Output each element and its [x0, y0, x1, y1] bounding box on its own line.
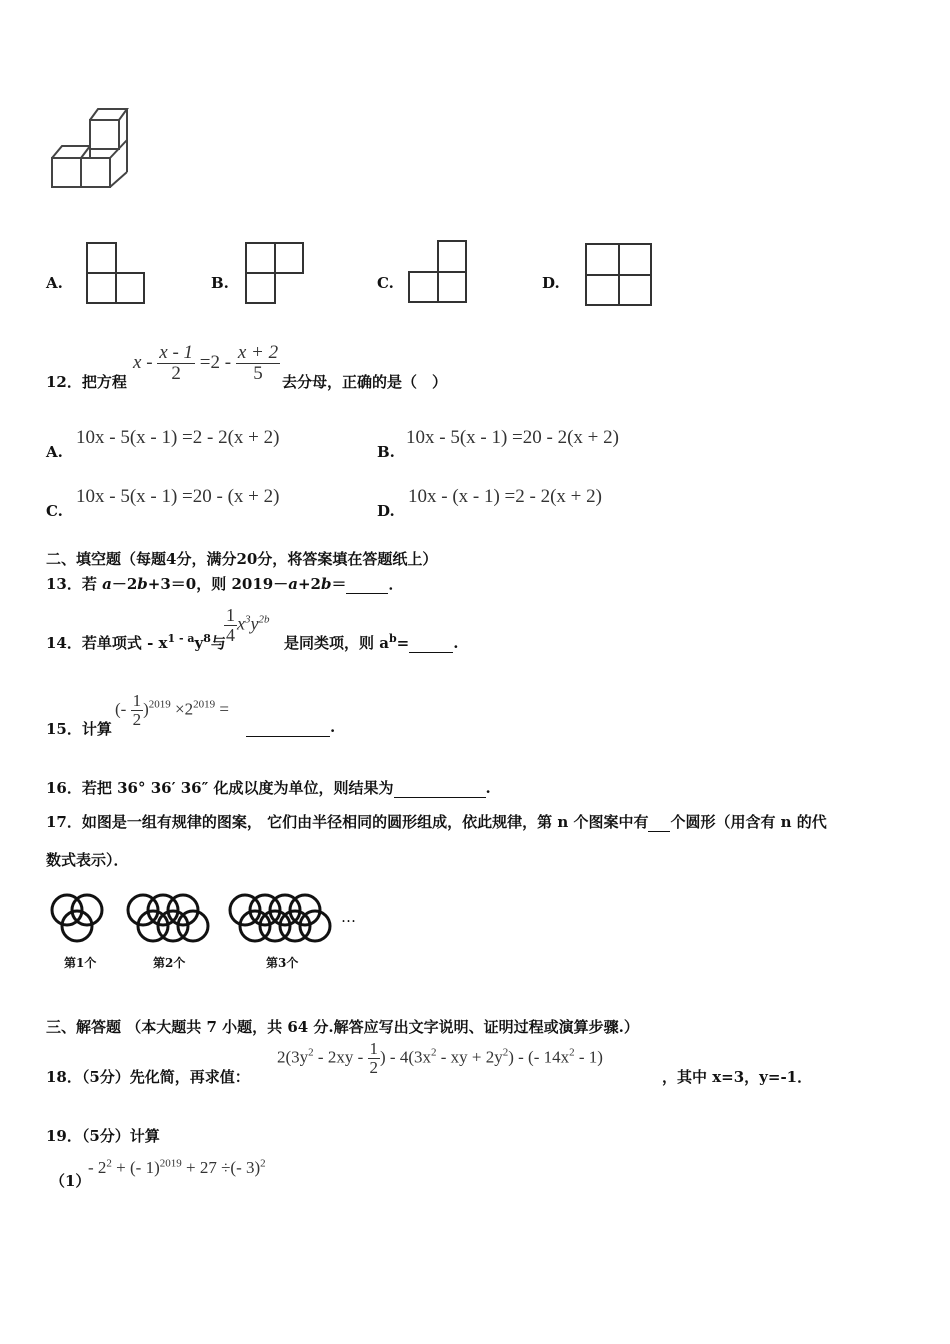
section-2-title: 二、填空题（每题4分，满分20分，将答案填在答题纸上） — [46, 550, 438, 568]
q12-frac1-num: x - 1 — [159, 342, 194, 363]
q19-expression — [88, 1158, 266, 1178]
q12-option-b-expr: 10x - 5(x - 1) =20 - 2(x + 2) — [406, 427, 619, 448]
q18-e2: - 2xy - — [313, 1047, 368, 1067]
q18-e1: 2(3y — [277, 1047, 309, 1067]
q13-text-e: +3＝0，则 2019－ — [147, 575, 289, 593]
q12-eq-minus: - — [141, 351, 158, 373]
q19-sub-label: （1） — [50, 1172, 91, 1190]
q17-pattern-2 — [126, 893, 212, 951]
q14 — [46, 632, 226, 653]
q14-frac — [224, 606, 237, 645]
q14-frac-den: 4 — [226, 624, 235, 645]
q15-label: 15．计算 — [46, 720, 112, 738]
q15-open: (- — [115, 699, 131, 719]
q18-e3: ) - 4(3x — [380, 1047, 431, 1067]
q15-period: . — [330, 718, 336, 736]
q11-option-b-figure — [245, 242, 305, 304]
q12-eq-mid: =2 - — [195, 351, 236, 373]
q14-answer-blank[interactable] — [409, 634, 453, 653]
q19-label: 19．（5分）计算 — [46, 1127, 160, 1145]
q12-frac2-den: 5 — [253, 362, 263, 384]
q18-e4: - xy + 2y — [436, 1047, 503, 1067]
q19-s2: 2019 — [159, 1157, 182, 1170]
q12-option-d-label: D. — [377, 502, 395, 520]
q12-frac1-den: 2 — [171, 362, 181, 384]
q13-period: ． — [388, 575, 404, 593]
q15-expression — [115, 692, 229, 729]
q13-text-c: －2 — [111, 575, 138, 593]
q17-pattern-1 — [50, 893, 110, 951]
q18-frac — [368, 1040, 381, 1077]
q12-frac2-num: x + 2 — [237, 342, 279, 363]
q13-var-a2: a — [288, 575, 298, 593]
q11-option-c-figure — [408, 240, 468, 304]
q12-option-c-label: C. — [46, 502, 63, 520]
q12-frac1 — [157, 343, 195, 384]
q18-s3: 2 — [502, 1046, 509, 1059]
q17-pattern-3 — [228, 893, 336, 951]
q12-equation — [133, 343, 280, 384]
q13 — [46, 573, 403, 594]
q15-frac — [131, 692, 144, 729]
q16-answer-blank[interactable] — [394, 779, 486, 798]
q19-e3: + 27 ÷(- 3) — [181, 1158, 261, 1177]
q14-text-d: 是同类项，则 a — [284, 634, 389, 652]
q19-e2: + (- 1) — [111, 1158, 160, 1177]
q17-caption-3: 第3个 — [266, 956, 299, 970]
q18-s4: 2 — [569, 1046, 575, 1059]
q18-e5: ) - (- 14x — [508, 1047, 570, 1067]
q11-option-a-label: A. — [46, 274, 63, 292]
q17-line2: 数式表示）． — [46, 851, 129, 869]
q13-answer-blank[interactable] — [346, 575, 388, 594]
q13-text-g: +2 — [297, 575, 321, 593]
q16 — [46, 777, 491, 798]
q11-option-c-label: C. — [377, 274, 394, 292]
q17-answer-blank[interactable] — [648, 813, 670, 832]
q17-caption-2: 第2个 — [153, 956, 186, 970]
q12-option-a-label: A. — [46, 443, 63, 461]
q16-period: . — [485, 779, 491, 797]
q13-text-a: 13．若 — [46, 575, 103, 593]
q14-mono-x: x — [237, 613, 245, 634]
q14-period: . — [453, 634, 459, 652]
q12-option-c-expr: 10x - 5(x - 1) =20 - (x + 2) — [76, 486, 280, 507]
q12-option-a-expr: 10x - 5(x - 1) =2 - 2(x + 2) — [76, 427, 280, 448]
q16-text: 16．若把 36° 36′ 36″ 化成以度为单位，则结果为 — [46, 779, 394, 797]
q18-expression — [277, 1040, 603, 1077]
q12-option-d-expr: 10x - (x - 1) =2 - 2(x + 2) — [408, 486, 602, 507]
q18-s2: 2 — [430, 1046, 437, 1059]
q14-frac-num: 1 — [226, 605, 235, 625]
q11-option-b-label: B. — [211, 274, 229, 292]
q14-text-a: 14．若单项式 - x — [46, 634, 168, 652]
q18-tail: ，其中 x=3，y=-1． — [662, 1068, 813, 1086]
q17-text-b: 个圆形（用含有 n 的代 — [670, 813, 827, 831]
q15-eq: = — [215, 699, 229, 719]
q15-frac-num: 1 — [132, 691, 142, 710]
q15-exp2: 2019 — [193, 698, 216, 711]
q19-s1: 2 — [106, 1157, 112, 1170]
q12-eq-x: x — [133, 351, 142, 373]
q13-var-a: a — [102, 575, 112, 593]
q14-mono-y: y — [250, 613, 259, 634]
q18-s1: 2 — [308, 1046, 314, 1059]
q17-ellipsis: … — [341, 908, 356, 926]
q14-sup4: 2b — [258, 613, 270, 626]
q14-monomial — [224, 606, 270, 645]
q11-option-a-figure — [86, 242, 146, 304]
q17-text-a: 17．如图是一组有规律的图案， 它们由半径相同的圆形组成，依此规律，第 n 个图案中有 — [46, 813, 649, 831]
q11-option-d-figure — [585, 243, 653, 307]
q17-line1 — [46, 811, 827, 832]
q15-times: ×2 — [170, 699, 194, 719]
q14-tail — [284, 632, 458, 653]
q12-frac2 — [236, 343, 280, 384]
q18-e6: - 1) — [574, 1047, 603, 1067]
q13-var-b2: b — [320, 575, 332, 593]
q14-text-e: = — [396, 634, 410, 652]
q13-var-b: b — [137, 575, 148, 593]
cube-stack-figure — [46, 100, 136, 192]
q14-sup2: 8 — [203, 632, 211, 645]
q15-frac-den: 2 — [132, 709, 142, 729]
q14-text-b: y — [194, 634, 204, 652]
q19-s3: 2 — [260, 1157, 266, 1170]
q15-blank-line — [246, 718, 335, 737]
q14-sup1: 1 - a — [167, 632, 195, 645]
q12-option-b-label: B. — [377, 443, 395, 461]
q18-label: 18．（5分）先化简，再求值： — [46, 1068, 250, 1086]
q14-text-c: 与 — [210, 634, 226, 652]
q18-frac-den: 2 — [369, 1057, 378, 1077]
q17-caption-1: 第1个 — [64, 956, 97, 970]
q14-sup5: b — [388, 632, 397, 645]
q15-close: ) — [143, 699, 149, 719]
q18-frac-num: 1 — [369, 1039, 378, 1058]
q15-exp1: 2019 — [148, 698, 171, 711]
q15-answer-blank[interactable] — [246, 718, 330, 737]
q13-text-i: ＝ — [331, 575, 347, 593]
q14-sup3: 3 — [245, 613, 251, 626]
q12-tail: 去分母，正确的是（ ） — [282, 373, 448, 391]
q11-option-d-label: D. — [542, 274, 560, 292]
q12-number: 12．把方程 — [46, 373, 127, 391]
q19-e1: - 2 — [88, 1158, 107, 1177]
section-3-title: 三、解答题 （本大题共 7 小题，共 64 分.解答应写出文字说明、证明过程或演算步骤.） — [46, 1018, 639, 1036]
